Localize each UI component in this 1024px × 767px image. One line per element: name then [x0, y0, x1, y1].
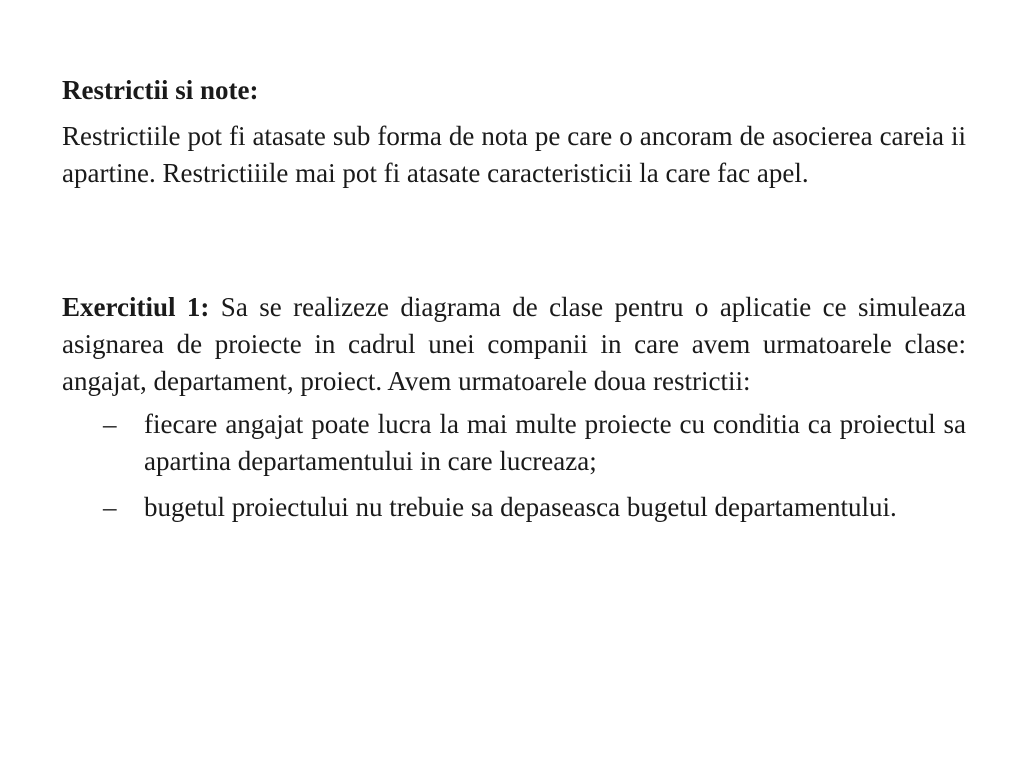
section-heading: Restrictii si note:	[62, 75, 259, 105]
exercise-text: Sa se realizeze diagrama de clase pentru o aplicatie ce simuleaza asignarea de proiecte in cadrul unei companii in care avem urmatoarele clase: angajat, departament, proiect. Avem urmatoarele doua restrictii:	[62, 292, 966, 396]
restrictions-paragraph: Restrictiile pot fi atasate sub forma de nota pe care o ancoram de asocierea careia ii apartine. Restrictiiile mai pot fi atasate caracteristicii la care fac apel.	[62, 121, 966, 188]
list-item	[62, 406, 966, 480]
list-item-text: bugetul proiectului nu trebuie sa depaseasca bugetul departamentului.	[144, 492, 897, 522]
restrictions-list	[62, 406, 966, 526]
exercise-title: Exercitiul 1:	[62, 292, 210, 322]
dash-bullet-icon: –	[103, 492, 117, 522]
section-spacer	[62, 192, 966, 289]
list-item-text: fiecare angajat poate lucra la mai multe proiecte cu conditia ca proiectul sa apartina departamentului in care lucreaza;	[144, 409, 966, 476]
exercise-paragraph	[62, 289, 966, 400]
dash-bullet-icon: –	[103, 409, 117, 439]
document-body	[62, 72, 966, 535]
list-item	[62, 489, 966, 526]
